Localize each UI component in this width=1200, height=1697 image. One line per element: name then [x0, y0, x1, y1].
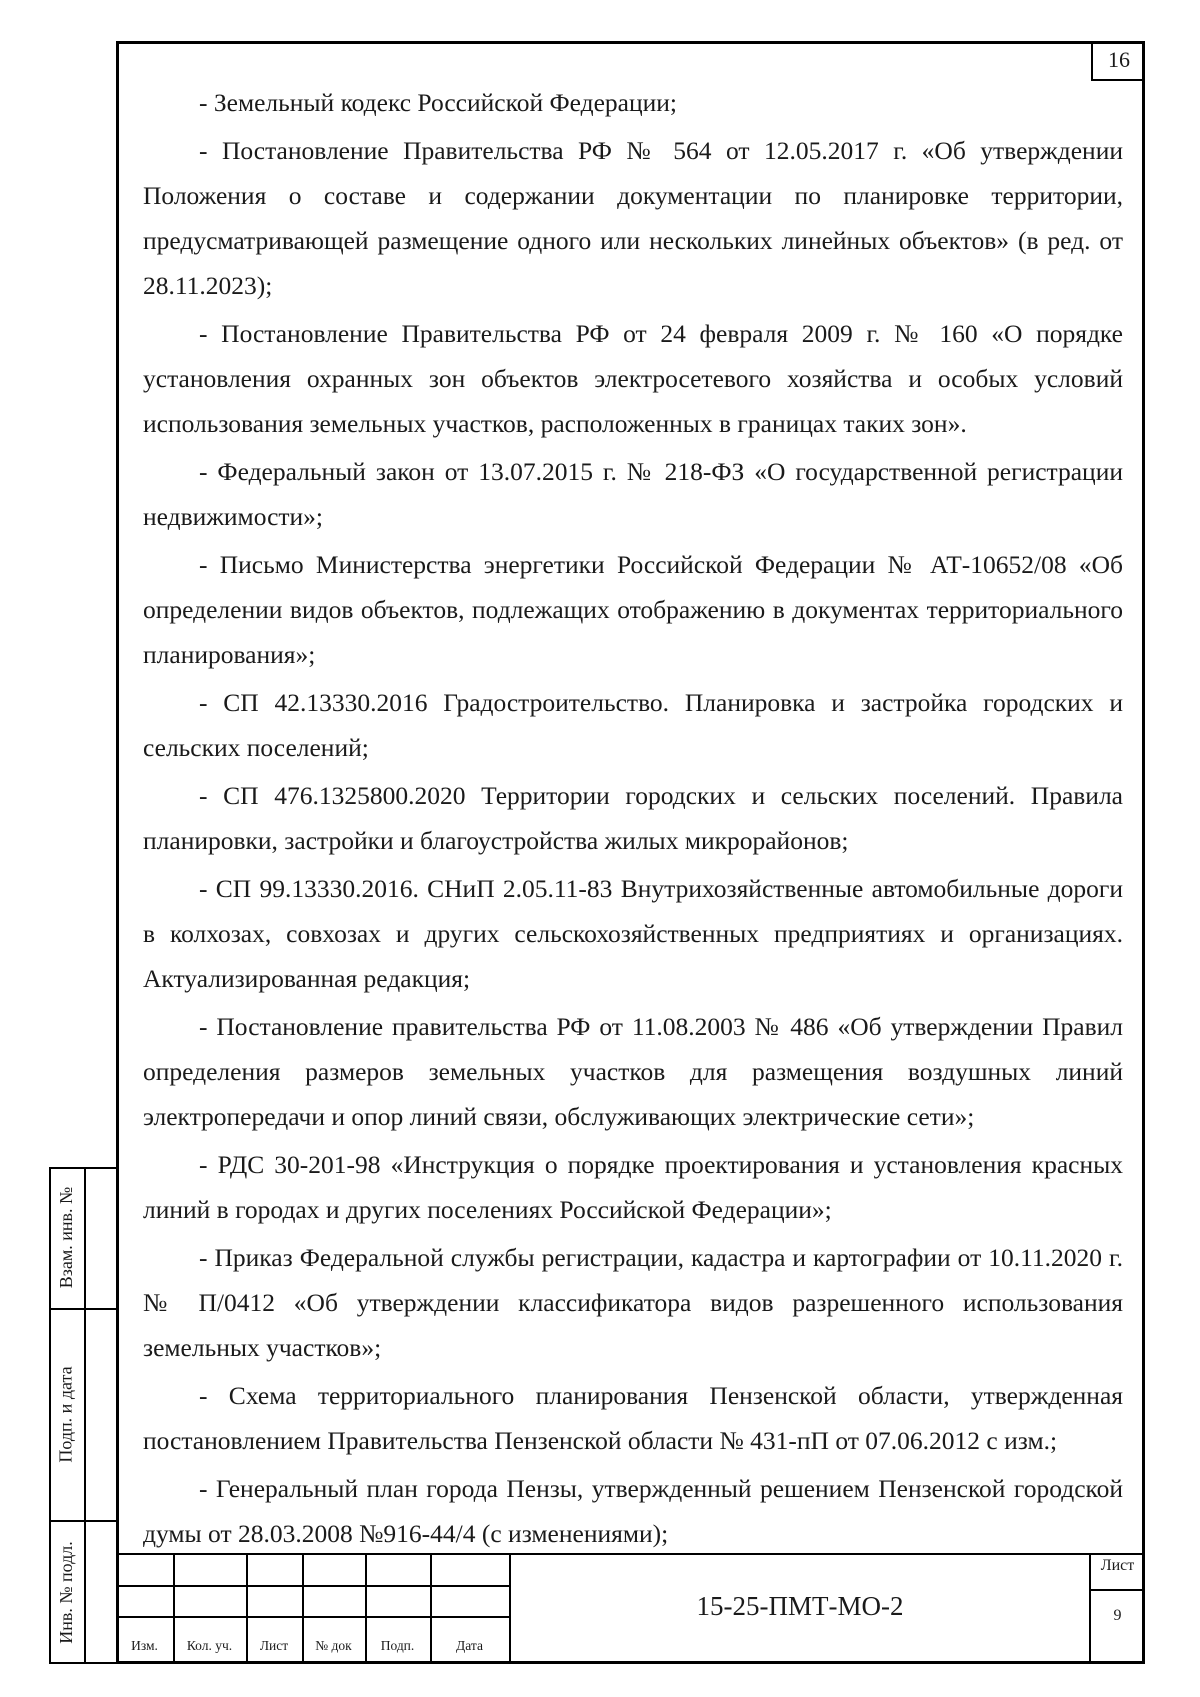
list-item: - Постановление Правительства РФ от 24 февраля 2009 г. № 160 «О порядке установления охранных зон объектов электросетевого хозяйства и особых условий использования земельных участков, расположенных в границах таких зон». [143, 319, 1123, 438]
stamp-col-kol: Кол. уч. [186, 1638, 233, 1653]
document-body [143, 80, 1123, 1559]
title-block [116, 1553, 1145, 1664]
side-label-vzam: Взам. инв. № [56, 1186, 76, 1289]
stamp-col-list: Лист [259, 1638, 289, 1653]
list-item: - Постановление Правительства РФ № 564 от 12.05.2017 г. «Об утверждении Положения о составе и содержании документации по планировке территории, предусматривающей размещение одного или нескольких линейных объектов» (в ред. от 28.11.2023); [143, 136, 1123, 300]
list-item: - СП 42.13330.2016 Градостроительство. Планировка и застройка городских и сельских поселений; [143, 688, 1123, 762]
page-number: 16 [1091, 41, 1145, 81]
list-item: - Постановление правительства РФ от 11.08.2003 № 486 «Об утверждении Правил определения размеров земельных участков для размещения воздушных линий электропередачи и опор линий связи, обслуживающих электрические сети»; [143, 1012, 1123, 1131]
list-item: - СП 476.1325800.2020 Территории городских и сельских поселений. Правила планировки, застройки и благоустройства жилых микрорайонов; [143, 781, 1123, 855]
stamp-col-podp: Подп. [380, 1638, 415, 1653]
list-item: - Приказ Федеральной службы регистрации, кадастра и картографии от 10.11.2020 г. № П/0412 «Об утверждении классификатора видов разрешенного использования земельных участков»; [143, 1243, 1123, 1362]
list-item: - Письмо Министерства энергетики Российской Федерации № АТ-10652/08 «Об определении видов объектов, подлежащих отображению в документах территориального планирования»; [143, 550, 1123, 669]
document-code: 15-25-ПМТ-МО-2 [696, 1591, 904, 1621]
list-item: - Земельный кодекс Российской Федерации; [199, 88, 677, 117]
side-label-podp: Подп. и дата [56, 1365, 77, 1463]
sheet-label: Лист [1100, 1557, 1135, 1574]
list-item: - Генеральный план города Пензы, утвержденный решением Пензенской городской думы от 28.03.2008 №916-44/4 (с изменениями); [143, 1474, 1123, 1548]
side-stamp-divider [84, 1167, 86, 1664]
side-label-inv: Инв. № подл. [56, 1540, 76, 1644]
stamp-col-data: Дата [456, 1638, 483, 1653]
stamp-col-izm: Изм. [131, 1638, 158, 1653]
list-item: - Федеральный закон от 13.07.2015 г. № 218-ФЗ «О государственной регистрации недвижимости»; [143, 457, 1123, 531]
list-item: - РДС 30-201-98 «Инструкция о порядке проектирования и установления красных линий в городах и других поселениях Российской Федерации»; [143, 1150, 1123, 1224]
sheet-number: 9 [1113, 1607, 1122, 1624]
list-item: - СП 99.13330.2016. СНиП 2.05.11-83 Внутрихозяйственные автомобильные дороги в колхозах, совхозах и других сельскохозяйственных предприятиях и организациях. Актуализированная редакция; [143, 874, 1123, 993]
list-item: - Схема территориального планирования Пензенской области, утвержденная постановлением Правительства Пензенской области № 431-пП от 07.06.2012 с изм.; [143, 1381, 1123, 1455]
stamp-col-ndok: № док [315, 1638, 352, 1653]
